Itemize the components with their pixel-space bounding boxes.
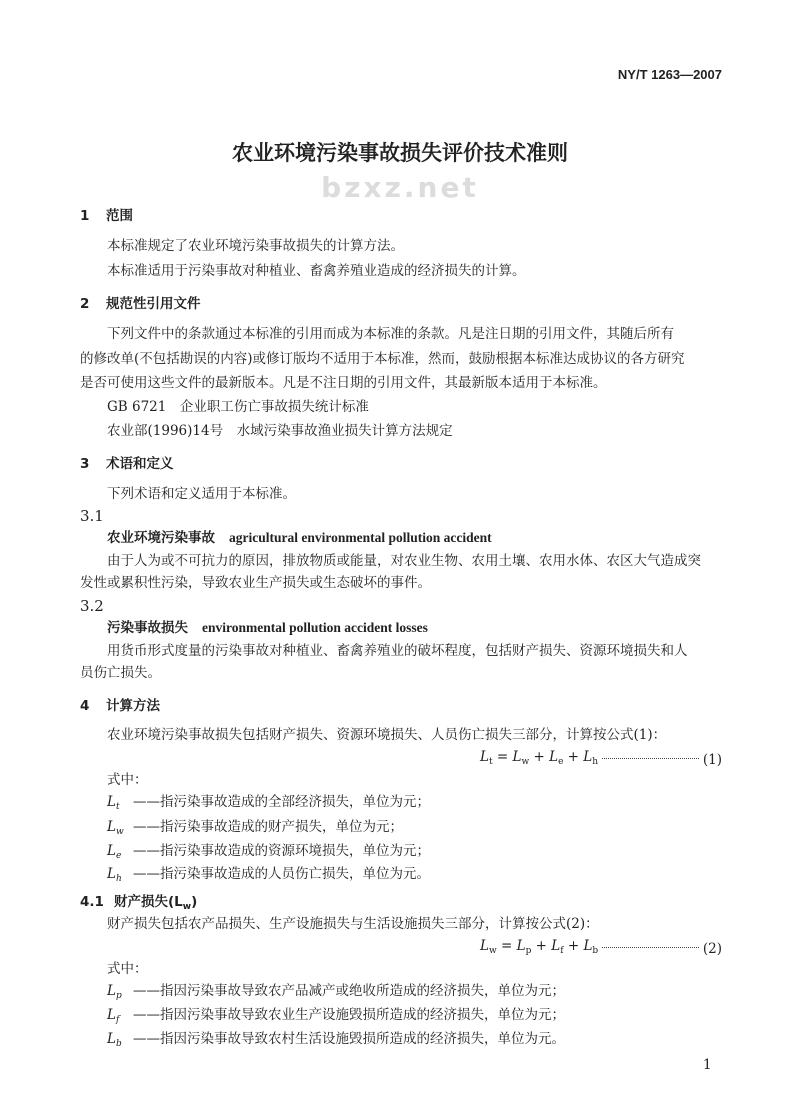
- var: L: [107, 843, 116, 859]
- var: L: [583, 749, 593, 765]
- reference-item: GB 6721 企业职工伤亡事故损失统计标准: [107, 399, 369, 415]
- section-number: 3: [80, 456, 90, 472]
- sub: w: [182, 902, 192, 912]
- section-title: 规范性引用文件: [106, 296, 201, 312]
- variable-def: [107, 1006, 565, 1029]
- sub: h: [115, 874, 122, 884]
- term-heading: [107, 529, 492, 547]
- variable-def: [107, 818, 403, 841]
- term-number: 3.2: [80, 597, 104, 615]
- where-label: 式中：: [107, 772, 148, 788]
- formula-number: (1): [702, 751, 722, 768]
- section-3-heading: [80, 455, 174, 473]
- var: L: [583, 938, 593, 954]
- var: L: [551, 938, 561, 954]
- formula-number: (2): [702, 940, 722, 957]
- var: L: [107, 794, 116, 810]
- page-number: 1: [703, 1057, 712, 1073]
- var-desc: ——指污染事故造成的财产损失，单位为元；: [133, 819, 403, 835]
- sub: p: [115, 991, 122, 1001]
- paragraph-line: 下列文件中的条款通过本标准的引用而成为本标准的条款。凡是注日期的引用文件，其随后所有: [107, 326, 674, 342]
- section-4-heading: [80, 697, 160, 715]
- sub: f: [115, 1015, 120, 1025]
- section-title: 范围: [106, 208, 133, 224]
- section-2-heading: [80, 295, 201, 313]
- leader-dots: [602, 946, 699, 948]
- section-title: 术语和定义: [106, 456, 174, 472]
- definition-line: 用货币形式度量的污染事故对种植业、畜禽养殖业的破坏程度，包括财产损失、资源环境损失和人: [107, 643, 688, 659]
- sub: e: [558, 757, 564, 767]
- where-label: 式中：: [107, 961, 148, 977]
- var: L: [480, 938, 489, 954]
- var-desc: ——指因污染事故导致农村生活设施毁损所造成的经济损失，单位为元。: [133, 1031, 565, 1047]
- paragraph: 农业环境污染事故损失包括财产损失、资源环境损失、人员伤亡损失三部分，计算按公式(1)：: [107, 727, 667, 743]
- section-number: 4.1: [80, 894, 104, 910]
- term-heading: [107, 619, 428, 637]
- sub: t: [115, 802, 120, 812]
- var-desc: ——指污染事故造成的资源环境损失，单位为元；: [133, 843, 430, 859]
- sub: f: [560, 946, 564, 956]
- sub: t: [488, 757, 493, 767]
- paragraph: 下列术语和定义适用于本标准。: [107, 486, 296, 502]
- var: L: [107, 1031, 116, 1047]
- var-desc: ——指污染事故造成的全部经济损失，单位为元；: [133, 794, 430, 810]
- variable-def: [107, 982, 565, 1005]
- variable-def: [107, 865, 430, 888]
- var: L: [107, 1007, 116, 1023]
- section-title-end: ): [191, 894, 198, 910]
- var: L: [480, 749, 489, 765]
- section-title: 计算方法: [106, 698, 160, 714]
- paragraph: 财产损失包括农产品损失、生产设施损失与生活设施损失三部分，计算按公式(2)：: [107, 916, 599, 932]
- formula-1: $L_t = L_w + L_e + L_h$ (1): [480, 749, 722, 768]
- definition-line: 由于人为或不可抗力的原因，排放物质或能量，对农业生物、农用土壤、农用水体、农区大气造成突: [107, 553, 701, 569]
- definition-line: 员伤亡损失。: [80, 665, 161, 681]
- var: L: [512, 749, 522, 765]
- var: L: [107, 983, 116, 999]
- var-desc: ——指因污染事故导致农业生产设施毁损所造成的经济损失，单位为元；: [133, 1007, 565, 1023]
- var-desc: ——指因污染事故导致农产品减产或绝收所造成的经济损失，单位为元；: [133, 983, 565, 999]
- definition-line: 发性或累积性污染，导致农业生产损失或生态破坏的事件。: [80, 575, 431, 591]
- sub: b: [115, 1039, 122, 1049]
- sub: b: [592, 946, 599, 956]
- variable-def: [107, 1030, 565, 1053]
- sub: p: [525, 946, 532, 956]
- sub: h: [592, 757, 599, 767]
- variable-def: [107, 842, 430, 865]
- var-desc: ——指污染事故造成的人员伤亡损失，单位为元。: [133, 866, 430, 882]
- section-4-1-heading: [80, 893, 197, 916]
- term-en: agricultural environmental pollution accident: [229, 530, 492, 545]
- sub: w: [521, 757, 530, 767]
- paragraph-line: 是否可使用这些文件的最新版本。凡是不注日期的引用文件，其最新版本适用于本标准。: [80, 375, 607, 391]
- term-number: 3.1: [80, 507, 104, 525]
- leader-dots: [602, 757, 699, 759]
- sub: w: [115, 827, 124, 837]
- paragraph: 本标准适用于污染事故对种植业、畜禽养殖业造成的经济损失的计算。: [107, 263, 526, 279]
- section-number: 4: [80, 698, 90, 714]
- page-title: 农业环境污染事故损失评价技术准则: [232, 141, 568, 165]
- standard-number: NY/T 1263—2007: [617, 67, 722, 82]
- term-en: environmental pollution accident losses: [202, 620, 428, 635]
- section-1-heading: [80, 207, 133, 225]
- var: L: [516, 938, 526, 954]
- var: L: [549, 749, 559, 765]
- formula-2: $L_w = L_p + L_f + L_b$ (2): [480, 938, 722, 957]
- term-zh: 农业环境污染事故: [107, 530, 215, 546]
- section-number: 2: [80, 296, 90, 312]
- sub: w: [488, 946, 497, 956]
- var: L: [107, 819, 116, 835]
- sub: e: [115, 851, 122, 861]
- reference-item: 农业部(1996)14号 水域污染事故渔业损失计算方法规定: [107, 423, 453, 439]
- term-zh: 污染事故损失: [107, 620, 188, 636]
- paragraph-line: 的修改单(不包括勘误的内容)或修订版均不适用于本标准，然而，鼓励根据本标准达成协议的各方研究: [80, 351, 685, 367]
- watermark: bzxz.net: [321, 171, 479, 204]
- section-number: 1: [80, 208, 90, 224]
- paragraph: 本标准规定了农业环境污染事故损失的计算方法。: [107, 238, 404, 254]
- variable-def: [107, 793, 430, 816]
- var: L: [107, 866, 116, 882]
- section-title: 财产损失(L: [114, 894, 183, 910]
